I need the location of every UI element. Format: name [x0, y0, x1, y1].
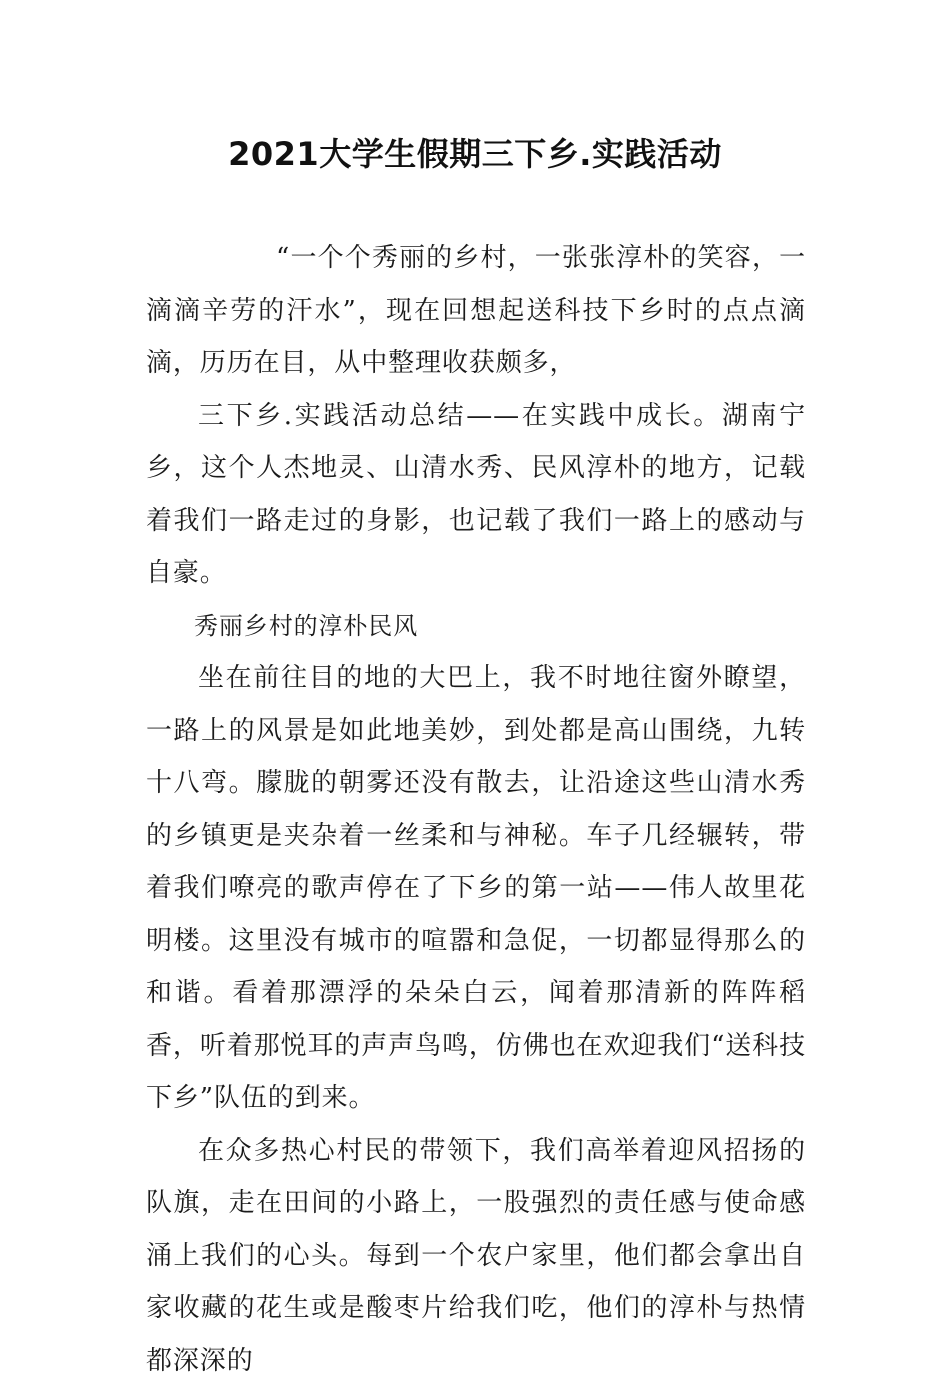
paragraph-intro: “一个个秀丽的乡村，一张张淳朴的笑容，一滴滴辛劳的汗水”，现在回想起送科技下乡时的点点滴滴，历历在目，从中整理收获颇多， — [146, 232, 806, 390]
paragraph-journey: 坐在前往目的地的大巴上，我不时地往窗外瞭望，一路上的风景是如此地美妙，到处都是高山围绕，九转十八弯。朦胧的朝雾还没有散去，让沿途这些山清水秀的乡镇更是夹杂着一丝柔和与神秘。车子几经辗转，带着我们嘹亮的歌声停在了下乡的第一站——伟人故里花明楼。这里没有城市的喧嚣和急促，一切都显得那么的和谐。看着那漂浮的朵朵白云，闻着那清新的阵阵稻香，听着那悦耳的声声鸟鸣，仿佛也在欢迎我们“送科技下乡”队伍的到来。 — [146, 652, 806, 1125]
paragraph-summary: 三下乡.实践活动总结——在实践中成长。湖南宁乡，这个人杰地灵、山清水秀、民风淳朴的地方，记载着我们一路走过的身影，也记载了我们一路上的感动与自豪。 — [146, 390, 806, 600]
document-body — [146, 232, 806, 1387]
paragraph-villagers: 在众多热心村民的带领下，我们高举着迎风招扬的队旗，走在田间的小路上，一股强烈的责任感与使命感涌上我们的心头。每到一个农户家里，他们都会拿出自家收藏的花生或是酸枣片给我们吃，他们的淳朴与热情都深深的 — [146, 1125, 806, 1387]
section-heading: 秀丽乡村的淳朴民风 — [146, 600, 806, 653]
document-title: 2021大学生假期三下乡.实践活动 — [0, 126, 950, 182]
